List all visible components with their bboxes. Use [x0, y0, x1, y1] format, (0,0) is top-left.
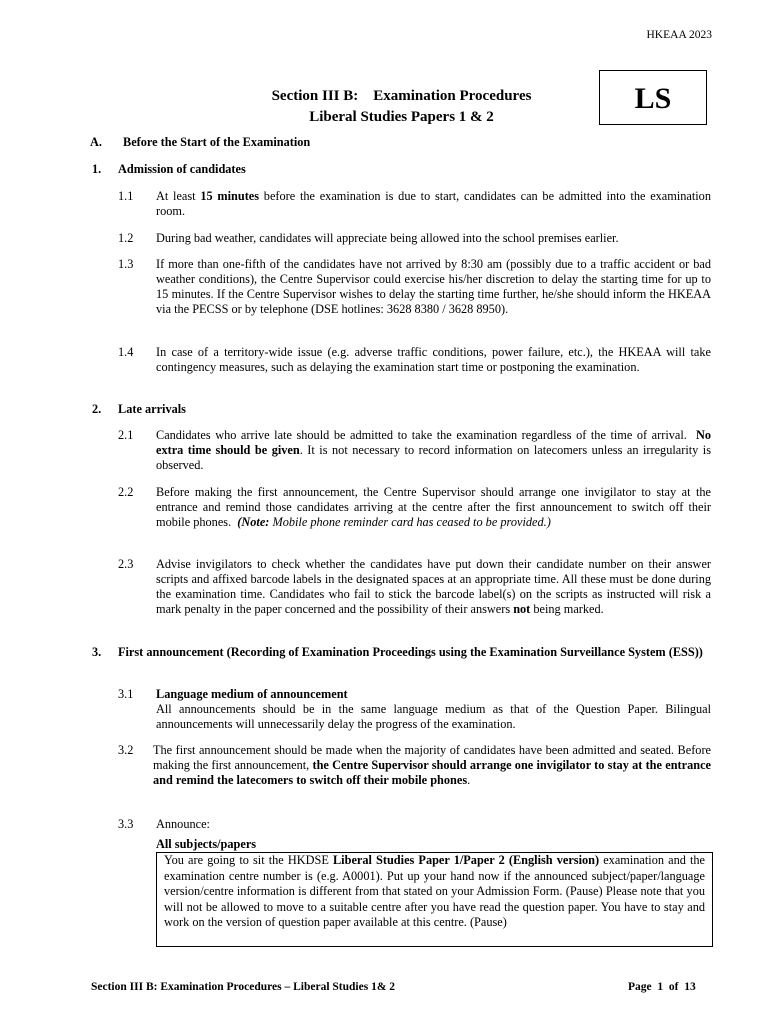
footer-title: Section III B: Examination Procedures – Liberal Studies 1& 2: [91, 981, 396, 993]
para-2-2-number: 2.2: [118, 485, 134, 499]
announcement-subhead: All subjects/papers: [156, 837, 257, 851]
section-2-heading: Late arrivals: [118, 402, 186, 416]
para-3-3-text: Announce:: [156, 817, 210, 831]
section-1-number: 1.: [92, 162, 102, 176]
para-1-1-number: 1.1: [118, 189, 134, 203]
para-1-4-number: 1.4: [118, 345, 134, 359]
para-2-3-number: 2.3: [118, 557, 134, 571]
section-1-heading: Admission of candidates: [118, 162, 246, 176]
para-3-1: [156, 687, 711, 732]
para-1-2: During bad weather, candidates will appreciate being allowed into the school premises earlier.: [156, 231, 619, 245]
para-3-1-number: 3.1: [118, 687, 134, 701]
section-a-heading: Before the Start of the Examination: [123, 135, 311, 149]
para-2-3: Advise invigilators to check whether the candidates have put down their candidate number on their answer scripts and affixed barcode labels in the designated spaces at an appropriate time. All these must be done during the examination time. Candidates who fail to stick the barcode label(s) on the scripts as instructed will risk a mark penalty in the paper concerned and the possibility of their answers not being marked.: [156, 557, 711, 616]
para-2-2: Before making the first announcement, the Centre Supervisor should arrange one invigilator to stay at the entrance and remind those candidates arriving at the centre after the first announcement to switch off their mobile phones. (Note: Mobile phone reminder card has ceased to be provided.): [156, 485, 715, 529]
para-1-3: If more than one-fifth of the candidates have not arrived by 8:30 am (possibly due to a traffic accident or bad weather conditions), the Centre Supervisor could exercise his/her discretion to delay the starting time for up to 15 minutes. If the Centre Supervisor wishes to delay the starting time further, he/she should inform the HKEAA via the PECSS or by telephone (DSE hotlines: 3628 8380 / 3628 8950).: [156, 257, 711, 316]
title-line-1: Section III B: Examination Procedures: [271, 88, 532, 104]
section-3-number: 3.: [92, 645, 102, 659]
section-a-letter: A.: [90, 135, 102, 149]
announcement-box: You are going to sit the HKDSE Liberal Studies Paper 1/Paper 2 (English version) examination and the examination centre number is (e.g. A0001). Put up your hand now if the announced subject/paper/language version/centre information is different from that stated on your Admission Form. (Pause) Please note that you will not be allowed to move to a suitable centre after you have read the question paper. You have to stay and work on the version of question paper available at this centre. (Pause): [156, 852, 713, 947]
page-number: Page 1 of 13: [628, 981, 696, 993]
section-3-heading: First announcement (Recording of Examination Proceedings using the Examination Surveillance System (ESS)): [118, 645, 703, 659]
para-2-1: Candidates who arrive late should be admitted to take the examination regardless of the time of arrival. No extra time should be given. It is not necessary to record information on latecomers unless an irregularity is observed.: [156, 428, 712, 472]
para-3-1-heading: Language medium of announcement: [156, 687, 348, 701]
doc-reference: HKEAA 2023: [646, 29, 712, 41]
section-2-number: 2.: [92, 402, 102, 416]
title-line-2: Liberal Studies Papers 1 & 2: [309, 109, 494, 125]
para-1-3-number: 1.3: [118, 257, 134, 271]
para-1-4: In case of a territory-wide issue (e.g. adverse traffic conditions, power failure, etc.), the HKEAA will take contingency measures, such as delaying the examination start time or postponing the examination.: [156, 345, 711, 374]
para-1-1: At least 15 minutes before the examination is due to start, candidates can be admitted into the examination room.: [156, 189, 711, 218]
para-3-2: The first announcement should be made when the majority of candidates have been admitted and seated. Before making the first announcement, the Centre Supervisor should arrange one invigilator to stay at the entrance and remind the latecomers to switch off their mobile phones.: [153, 743, 711, 787]
para-3-1-text: All announcements should be in the same language medium as that of the Question Paper. Bilingual announcements will unnecessarily delay the progress of the examination.: [156, 702, 711, 731]
subject-badge: LS: [599, 70, 707, 125]
para-2-1-number: 2.1: [118, 428, 134, 442]
para-1-2-number: 1.2: [118, 231, 134, 245]
para-3-3-number: 3.3: [118, 817, 134, 831]
para-3-2-number: 3.2: [118, 743, 134, 757]
